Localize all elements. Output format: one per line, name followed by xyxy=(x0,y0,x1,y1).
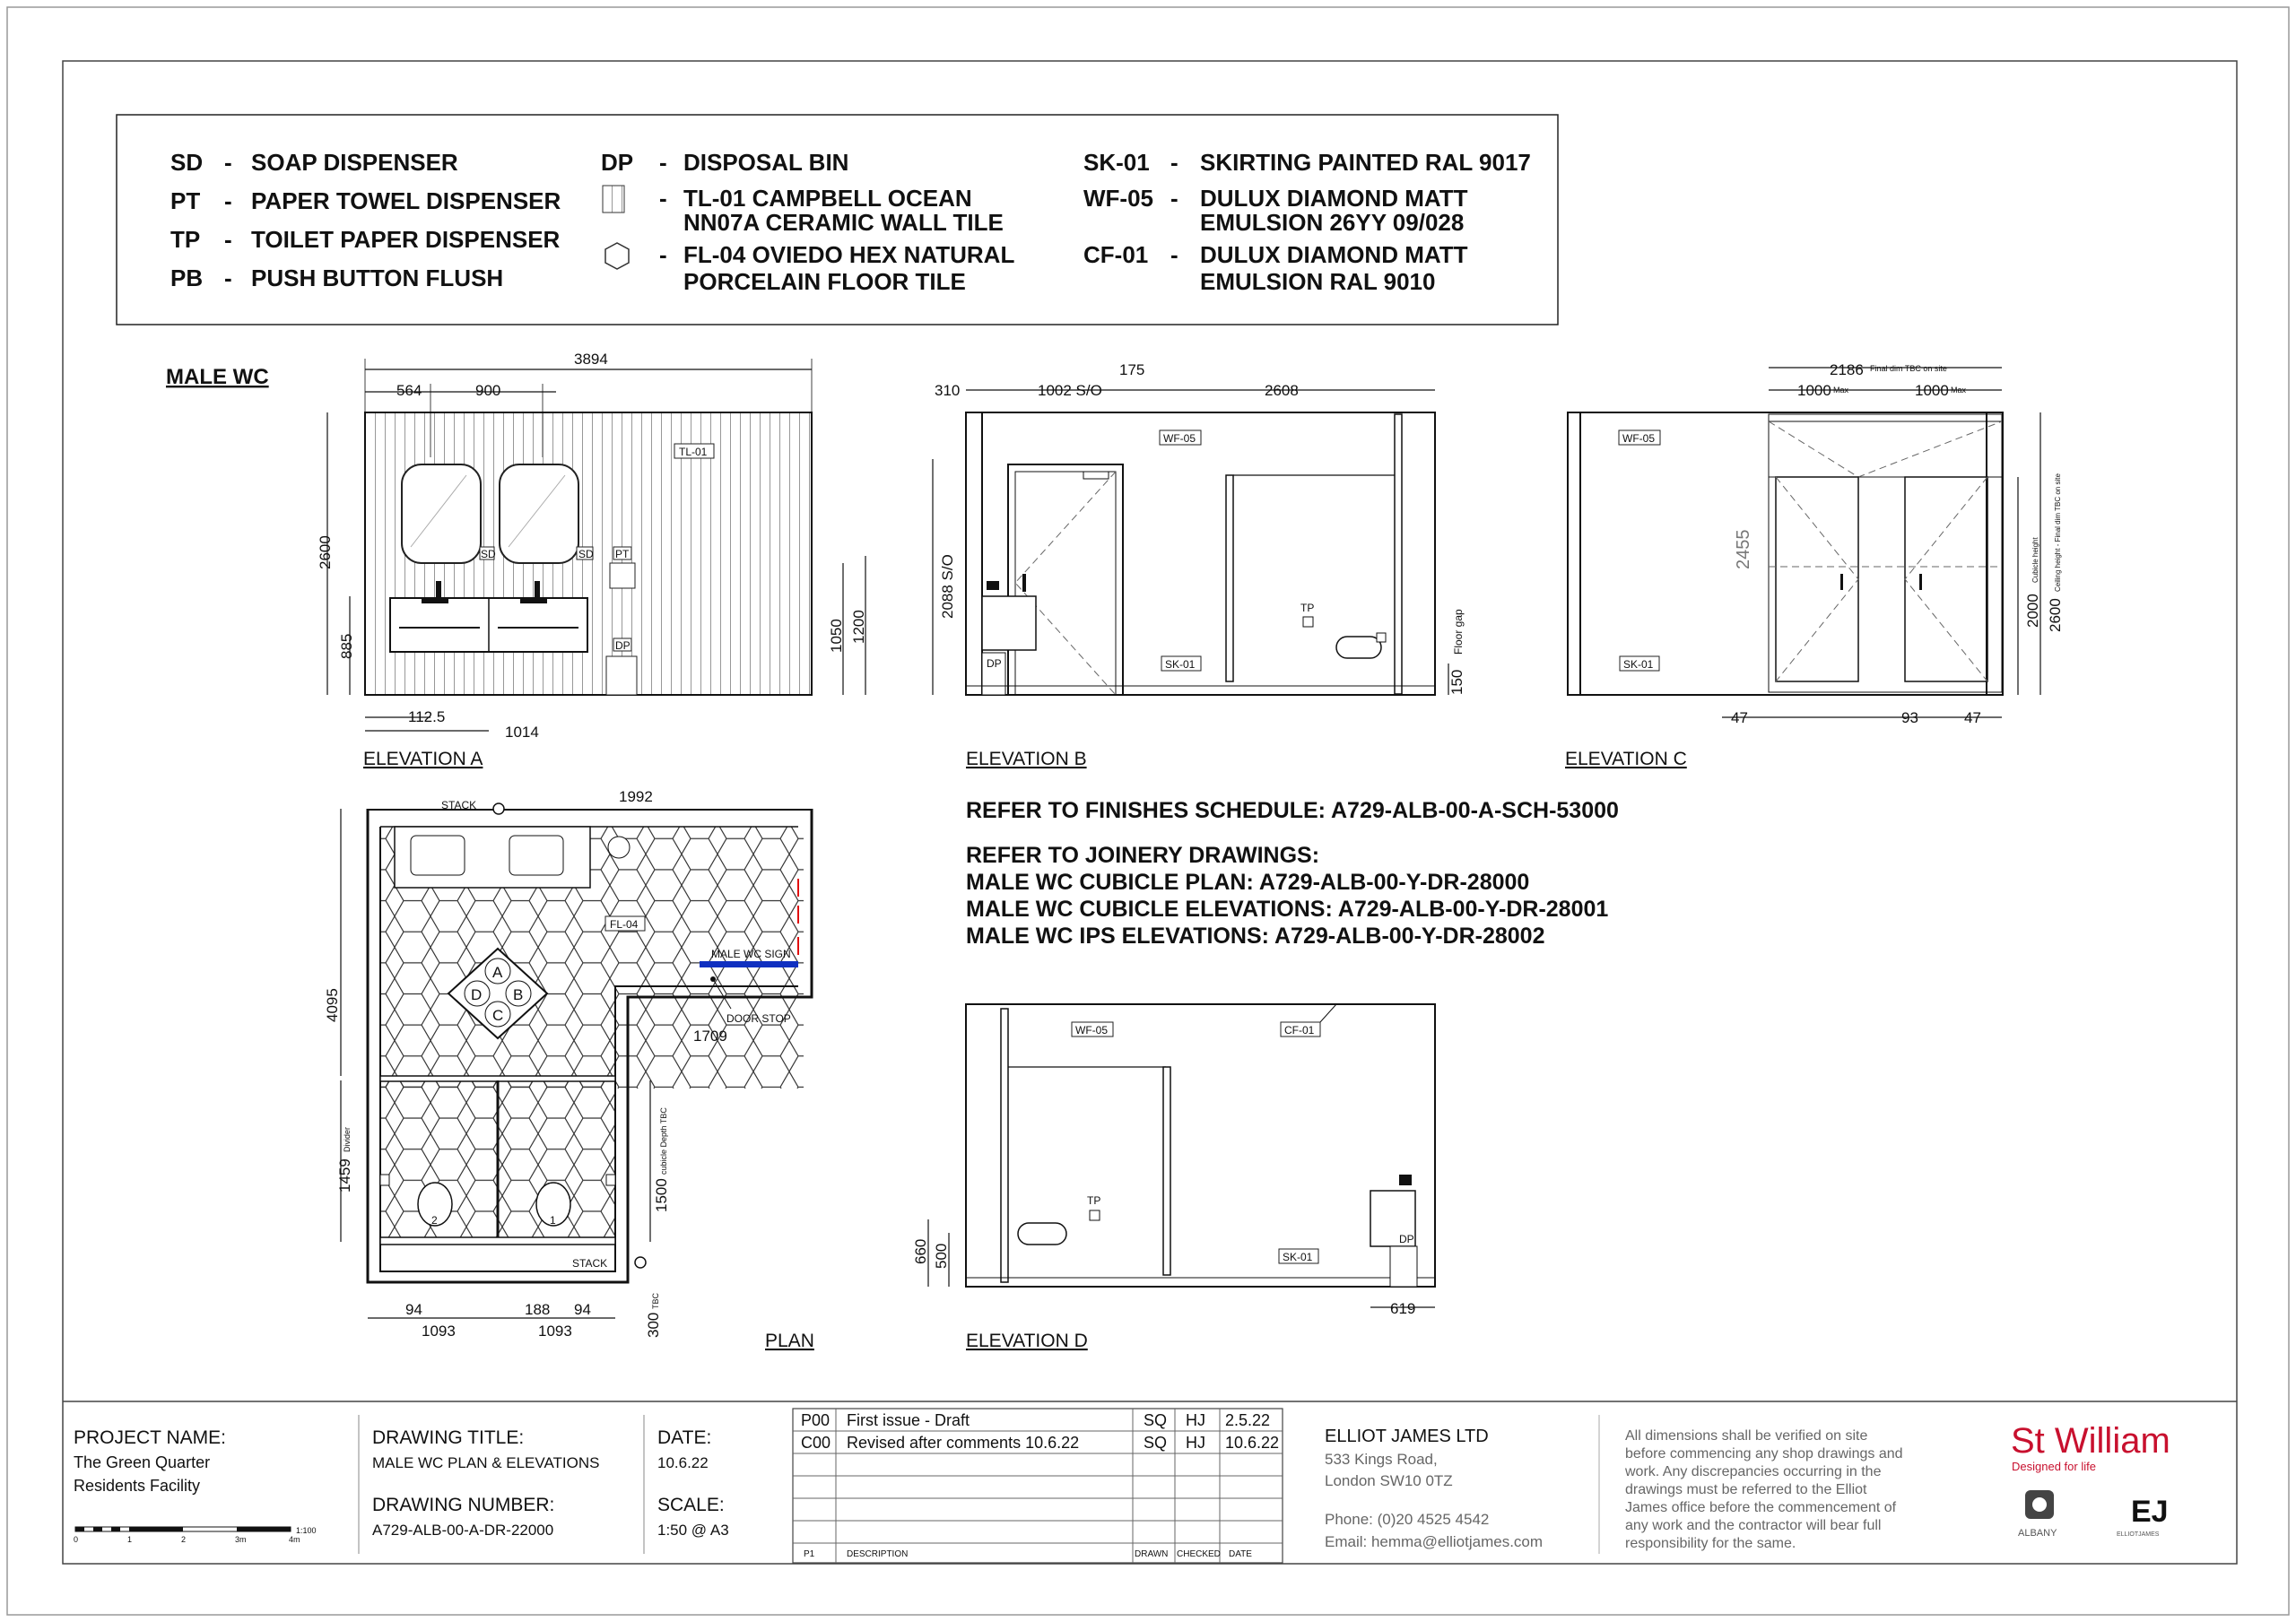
door-handle-icon xyxy=(1919,574,1922,590)
door-handle-icon xyxy=(1022,574,1026,592)
ej-logo-sub: ELLIOTJAMES xyxy=(2117,1531,2160,1538)
dim-1200: 1200 xyxy=(850,610,867,644)
door-handle-icon xyxy=(1840,574,1843,590)
dim-3894: 3894 xyxy=(574,351,608,368)
tap-icon xyxy=(436,581,441,599)
tp-dispenser xyxy=(1303,617,1313,627)
scale-bar-seg xyxy=(93,1527,102,1531)
tbc-note: TBC xyxy=(651,1293,660,1309)
cubicle-partition xyxy=(1163,1067,1170,1275)
company-address-2: London SW10 0TZ xyxy=(1325,1472,1453,1489)
dim-175: 175 xyxy=(1119,361,1145,378)
tag-sk01: SK-01 xyxy=(1623,658,1654,671)
vanity-side xyxy=(982,596,1036,650)
tag-male-wc-sign: MALE WC SIGN xyxy=(711,948,791,960)
wc-number-2: 2 xyxy=(431,1214,438,1227)
tag-pt: PT xyxy=(615,548,630,560)
legend-code-dp: DP xyxy=(601,149,634,176)
legend-code-wf05: WF-05 xyxy=(1083,185,1153,212)
divider-note: Divider xyxy=(343,1126,352,1152)
plan-basin xyxy=(509,836,563,875)
scale-label: SCALE: xyxy=(657,1495,725,1515)
dim-93: 93 xyxy=(1901,709,1918,726)
legend-text-pb: PUSH BUTTON FLUSH xyxy=(251,265,504,291)
disclaimer-line: any work and the contractor will bear full xyxy=(1625,1518,1882,1533)
tag-fl04: FL-04 xyxy=(610,918,639,931)
company-address-1: 533 Kings Road, xyxy=(1325,1451,1438,1468)
scale-bar-seg xyxy=(129,1527,183,1531)
rev-description: First issue - Draft xyxy=(847,1411,970,1429)
tp-dispenser xyxy=(1090,1210,1100,1220)
elevation-c xyxy=(1565,361,2064,769)
legend-text-sk01: SKIRTING PAINTED RAL 9017 xyxy=(1200,149,1531,176)
legend-text-cf01: DULUX DIAMOND MATT xyxy=(1200,241,1468,268)
dim-619: 619 xyxy=(1390,1300,1416,1317)
title-block xyxy=(63,1401,2237,1563)
wc-pan xyxy=(1336,637,1381,658)
dim-900: 900 xyxy=(475,382,501,399)
tag-dp: DP xyxy=(615,639,631,652)
dim-1093a: 1093 xyxy=(422,1323,456,1340)
drawing-number-label: DRAWING NUMBER: xyxy=(372,1495,555,1515)
rev-drawn: SQ xyxy=(1144,1411,1168,1429)
legend-text-sd: SOAP DISPENSER xyxy=(251,149,458,176)
revision-table-frame xyxy=(793,1409,1283,1563)
tag-door-stop: DOOR STOP xyxy=(726,1012,791,1025)
drawing-title-label: DRAWING TITLE: xyxy=(372,1427,525,1448)
dim-1500: 1500 xyxy=(653,1178,670,1212)
dim-max-note: Max xyxy=(1951,386,1967,395)
project-label: PROJECT NAME: xyxy=(74,1427,226,1448)
albany-logo-text: ALBANY xyxy=(2018,1528,2057,1539)
wc-sign-marker xyxy=(700,961,798,967)
dim-94b: 94 xyxy=(574,1301,591,1318)
ceiling-height-note: Ceiling height - Final dim TBC on site xyxy=(2054,473,2062,592)
dim-1000a: 1000 xyxy=(1797,382,1831,399)
cubicle-wall xyxy=(1395,414,1402,694)
key-b: B xyxy=(513,986,524,1003)
plan xyxy=(324,788,814,1351)
dim-885: 885 xyxy=(338,633,355,659)
scale-tick-3: 3m xyxy=(235,1535,247,1544)
legend-dash: - xyxy=(659,241,667,268)
revision-table xyxy=(793,1409,1283,1563)
cubicle-back xyxy=(380,1237,615,1245)
disposal-bin xyxy=(606,656,637,695)
tag-cf01: CF-01 xyxy=(1284,1024,1315,1037)
cubicle-partition xyxy=(1226,475,1233,681)
tag-tl01: TL-01 xyxy=(679,446,708,458)
tag-stack: STACK xyxy=(572,1257,608,1270)
dim-max-note: Max xyxy=(1833,386,1849,395)
references xyxy=(966,798,1619,949)
disclaimer-line: responsibility for the same. xyxy=(1625,1536,1796,1551)
dim-112-5: 112.5 xyxy=(408,708,446,725)
tag-tp: TP xyxy=(1300,602,1315,614)
rev-header-date: DATE xyxy=(1229,1549,1252,1559)
disposal-bin xyxy=(1390,1246,1417,1287)
tp-dispenser xyxy=(606,1175,615,1185)
legend-dash: - xyxy=(1170,241,1178,268)
dim-310: 310 xyxy=(935,382,961,399)
elevation-b-title: ELEVATION B xyxy=(966,749,1087,769)
key-d: D xyxy=(471,986,483,1003)
disclaimer-line: work. Any discrepancies occurring in the xyxy=(1625,1464,1882,1479)
tp-dispenser xyxy=(380,1175,389,1185)
dim-2600: 2600 xyxy=(317,535,334,569)
rev-header-checked: CHECKED xyxy=(1177,1549,1221,1559)
wc-flush xyxy=(1377,633,1386,642)
drawing-number: A729-ALB-00-A-DR-22000 xyxy=(372,1522,554,1539)
stack-icon xyxy=(635,1257,646,1268)
legend-dash: - xyxy=(224,265,232,291)
rev-date: 2.5.22 xyxy=(1225,1411,1271,1429)
rev-code: C00 xyxy=(801,1434,831,1452)
scale-bar-seg xyxy=(75,1527,84,1531)
legend-text-fl04: FL-04 OVIEDO HEX NATURAL xyxy=(683,241,1015,268)
project-line-2: Residents Facility xyxy=(74,1477,201,1495)
sheet-heading: MALE WC xyxy=(166,365,269,389)
legend-text-dp: DISPOSAL BIN xyxy=(683,149,849,176)
scale-tick-1: 1 xyxy=(127,1535,133,1544)
ref-joinery-heading: REFER TO JOINERY DRAWINGS: xyxy=(966,843,1320,868)
ref-finishes: REFER TO FINISHES SCHEDULE: A729-ALB-00-A-SCH-53000 xyxy=(966,798,1619,823)
elevation-c-title: ELEVATION C xyxy=(1565,749,1687,769)
tag-wf05: WF-05 xyxy=(1075,1024,1108,1037)
legend-code-pb: PB xyxy=(170,265,204,291)
legend-code-tp: TP xyxy=(170,226,201,253)
dim-1002: 1002 S/O xyxy=(1038,382,1102,399)
tap-icon xyxy=(987,581,999,590)
disclaimer-line: drawings must be referred to the Elliot xyxy=(1625,1482,1867,1497)
scale-bar-seg xyxy=(111,1527,120,1531)
cubicle-depth-note: cubicle Depth TBC xyxy=(659,1107,668,1175)
drawing-title: MALE WC PLAN & ELEVATIONS xyxy=(372,1454,600,1471)
tag-sk01: SK-01 xyxy=(1283,1251,1313,1263)
rev-checked: HJ xyxy=(1186,1434,1205,1452)
dim-2600: 2600 xyxy=(2047,598,2064,632)
ref-cubicle-elevations: MALE WC CUBICLE ELEVATIONS: A729-ALB-00-Y-DR-28001 xyxy=(966,897,1609,922)
legend-code-pt: PT xyxy=(170,187,201,214)
elevation-d xyxy=(912,1004,1435,1351)
legend-dash: - xyxy=(659,185,667,212)
wall-return xyxy=(1001,1009,1008,1282)
plan-title: PLAN xyxy=(765,1331,814,1351)
scale-bar-seg xyxy=(237,1527,291,1531)
legend xyxy=(117,115,1558,325)
scale-tick-0: 0 xyxy=(74,1535,79,1544)
dim-2088: 2088 S/O xyxy=(939,554,956,619)
company-phone: Phone: (0)20 4525 4542 xyxy=(1325,1511,1490,1528)
legend-text-pt: PAPER TOWEL DISPENSER xyxy=(251,187,561,214)
key-c: C xyxy=(492,1007,504,1024)
scale-bar xyxy=(74,1526,317,1544)
mirror-left xyxy=(402,464,481,563)
tag-stack: STACK xyxy=(441,799,477,811)
legend-code-sk01: SK-01 xyxy=(1083,149,1150,176)
cubicle-height-note: Cubicle height xyxy=(2031,537,2039,583)
basin xyxy=(520,598,547,603)
basin xyxy=(422,598,448,603)
company-email: Email: hemma@elliotjames.com xyxy=(1325,1533,1544,1550)
rev-code: P00 xyxy=(801,1411,831,1429)
dim-94a: 94 xyxy=(405,1301,422,1318)
company-name: ELLIOT JAMES LTD xyxy=(1325,1427,1489,1446)
wall-tile-swatch-icon xyxy=(603,186,624,213)
mirror-right xyxy=(500,464,578,563)
key-a: A xyxy=(492,964,503,981)
door-closer xyxy=(1083,472,1109,479)
dim-4095: 4095 xyxy=(324,988,341,1022)
dim-2000: 2000 xyxy=(2024,594,2041,628)
elevation-a xyxy=(317,351,867,769)
elevation-a-title: ELEVATION A xyxy=(363,749,483,769)
rev-drawn: SQ xyxy=(1144,1434,1168,1452)
wc-number-1: 1 xyxy=(550,1214,556,1227)
tap-icon xyxy=(1399,1175,1412,1185)
dim-564: 564 xyxy=(396,382,422,399)
wc-pan xyxy=(1018,1223,1066,1245)
paper-towel-dispenser xyxy=(610,563,635,588)
date-value: 10.6.22 xyxy=(657,1454,709,1471)
tag-wf05: WF-05 xyxy=(1163,432,1196,445)
dim-1992: 1992 xyxy=(619,788,653,805)
dim-1709: 1709 xyxy=(693,1028,727,1045)
disclaimer-line: James office before the commencement of xyxy=(1625,1500,1897,1515)
dim-500: 500 xyxy=(933,1243,950,1269)
date-label: DATE: xyxy=(657,1427,712,1448)
dim-2608: 2608 xyxy=(1265,382,1299,399)
dim-150: 150 xyxy=(1448,669,1465,695)
dim-47b: 47 xyxy=(1964,709,1981,726)
plan-bin xyxy=(608,837,630,858)
tag-tp: TP xyxy=(1087,1194,1101,1207)
rev-header-drawn: DRAWN xyxy=(1135,1549,1169,1559)
dim-1050: 1050 xyxy=(828,619,845,653)
legend-code-sd: SD xyxy=(170,149,204,176)
legend-text-tl01: TL-01 CAMPBELL OCEAN xyxy=(683,185,972,212)
rev-checked: HJ xyxy=(1186,1411,1205,1429)
wall-outline xyxy=(1568,412,2003,695)
legend-dash: - xyxy=(659,149,667,176)
stack-icon xyxy=(493,803,504,814)
dim-1459: 1459 xyxy=(336,1158,353,1193)
dim-47a: 47 xyxy=(1731,709,1748,726)
elevation-d-title: ELEVATION D xyxy=(966,1331,1088,1351)
tag-sd: SD xyxy=(481,548,496,560)
disclaimer-line: before commencing any shop drawings and xyxy=(1625,1446,1903,1462)
tag-sd: SD xyxy=(578,548,594,560)
elevation-b xyxy=(933,361,1465,769)
floor-gap-note: Floor gap xyxy=(1452,609,1465,655)
scale-bar-ratio: 1:100 xyxy=(296,1526,317,1535)
rev-date: 10.6.22 xyxy=(1225,1434,1280,1452)
dim-188: 188 xyxy=(525,1301,551,1318)
dim-1014: 1014 xyxy=(505,724,539,741)
scale-value: 1:50 @ A3 xyxy=(657,1522,729,1539)
rev-header-p1: P1 xyxy=(804,1549,815,1559)
dim-300: 300 xyxy=(645,1312,662,1338)
dim-2186: 2186 xyxy=(1830,361,1864,378)
plan-basin xyxy=(411,836,465,875)
tag-dp: DP xyxy=(987,657,1002,670)
tag-dp: DP xyxy=(1399,1233,1414,1245)
dim-final-note: Final dim TBC on site xyxy=(1870,364,1947,373)
tag-sk01: SK-01 xyxy=(1165,658,1196,671)
st-william-logo: St William xyxy=(2011,1421,2170,1461)
legend-dash: - xyxy=(224,187,232,214)
legend-dash: - xyxy=(1170,185,1178,212)
scale-tick-2: 2 xyxy=(181,1535,187,1544)
dim-1000b: 1000 xyxy=(1915,382,1949,399)
ref-ips-elevations: MALE WC IPS ELEVATIONS: A729-ALB-00-Y-DR-28002 xyxy=(966,924,1545,949)
legend-dash: - xyxy=(1170,149,1178,176)
scale-tick-4: 4m xyxy=(289,1535,300,1544)
project-line-1: The Green Quarter xyxy=(74,1453,211,1471)
rev-description: Revised after comments 10.6.22 xyxy=(847,1434,1080,1452)
disclaimer-line: All dimensions shall be verified on site xyxy=(1625,1428,1868,1444)
legend-dash: - xyxy=(224,149,232,176)
legend-text-tl01-b: NN07A CERAMIC WALL TILE xyxy=(683,209,1004,236)
legend-text-fl04-b: PORCELAIN FLOOR TILE xyxy=(683,268,966,295)
st-william-tagline: Designed for life xyxy=(2012,1460,2096,1473)
legend-text-wf05: DULUX DIAMOND MATT xyxy=(1200,185,1468,212)
legend-text-tp: TOILET PAPER DISPENSER xyxy=(251,226,561,253)
legend-code-cf01: CF-01 xyxy=(1083,241,1149,268)
tag-wf05: WF-05 xyxy=(1622,432,1655,445)
tap-icon xyxy=(535,581,540,599)
albany-logo-mark xyxy=(2032,1497,2047,1512)
rev-header-description: DESCRIPTION xyxy=(847,1549,909,1559)
dim-2455: 2455 xyxy=(1734,529,1753,569)
legend-dash: - xyxy=(224,226,232,253)
ref-cubicle-plan: MALE WC CUBICLE PLAN: A729-ALB-00-Y-DR-28000 xyxy=(966,870,1530,895)
hex-floor-tile-icon xyxy=(605,243,629,269)
legend-text-cf01-b: EMULSION RAL 9010 xyxy=(1200,268,1436,295)
dim-1093b: 1093 xyxy=(538,1323,572,1340)
legend-text-wf05-b: EMULSION 26YY 09/028 xyxy=(1200,209,1465,236)
dim-660: 660 xyxy=(912,1238,929,1264)
ej-logo: EJ xyxy=(2131,1495,2169,1529)
